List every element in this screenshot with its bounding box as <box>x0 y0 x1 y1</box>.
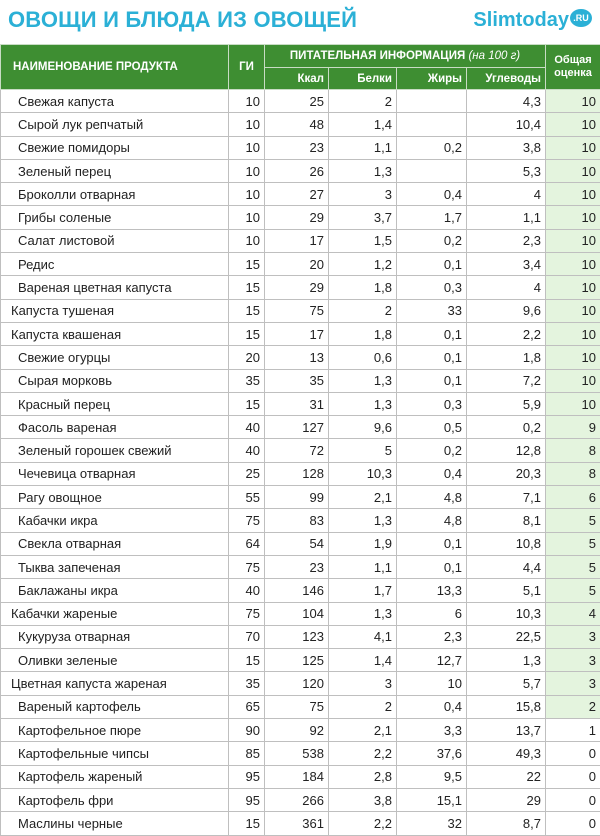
protein-cell: 1,8 <box>329 276 397 299</box>
gi-cell: 15 <box>229 299 265 322</box>
table-row <box>1 649 600 672</box>
table-row <box>1 346 600 369</box>
table-row <box>1 369 600 392</box>
product-name-cell: Баклажаны икра <box>1 579 229 602</box>
table-row <box>1 486 600 509</box>
table-row <box>1 462 600 485</box>
kcal-cell: 146 <box>265 579 329 602</box>
protein-cell: 1,5 <box>329 229 397 252</box>
carbs-cell: 10,3 <box>467 602 546 625</box>
protein-cell: 9,6 <box>329 416 397 439</box>
protein-cell: 1,1 <box>329 555 397 578</box>
protein-cell: 1,3 <box>329 392 397 415</box>
score-cell: 5 <box>546 555 600 578</box>
header-fat: Жиры <box>397 68 467 90</box>
protein-cell: 2,2 <box>329 742 397 765</box>
gi-cell: 10 <box>229 113 265 136</box>
product-name-cell: Вареный картофель <box>1 695 229 718</box>
table-row <box>1 742 600 765</box>
score-cell: 10 <box>546 322 600 345</box>
score-cell: 3 <box>546 672 600 695</box>
gi-cell: 20 <box>229 346 265 369</box>
fat-cell: 0,1 <box>397 555 467 578</box>
header-product-name: НАИМЕНОВАНИЕ ПРОДУКТА <box>1 45 229 90</box>
gi-cell: 15 <box>229 322 265 345</box>
carbs-cell: 22,5 <box>467 625 546 648</box>
fat-cell: 15,1 <box>397 788 467 811</box>
score-cell: 0 <box>546 742 600 765</box>
gi-cell: 35 <box>229 672 265 695</box>
kcal-cell: 31 <box>265 392 329 415</box>
score-cell: 10 <box>546 113 600 136</box>
table-row <box>1 532 600 555</box>
kcal-cell: 29 <box>265 206 329 229</box>
gi-cell: 15 <box>229 649 265 672</box>
carbs-cell: 2,3 <box>467 229 546 252</box>
gi-cell: 64 <box>229 532 265 555</box>
header-protein: Белки <box>329 68 397 90</box>
carbs-cell: 5,1 <box>467 579 546 602</box>
header-total-score: Общая оценка <box>546 45 600 90</box>
table-row <box>1 113 600 136</box>
score-cell: 10 <box>546 276 600 299</box>
carbs-cell: 5,7 <box>467 672 546 695</box>
fat-cell: 0,1 <box>397 346 467 369</box>
protein-cell: 4,1 <box>329 625 397 648</box>
kcal-cell: 184 <box>265 765 329 788</box>
score-cell: 9 <box>546 416 600 439</box>
kcal-cell: 123 <box>265 625 329 648</box>
score-cell: 8 <box>546 439 600 462</box>
score-cell: 6 <box>546 486 600 509</box>
score-cell: 3 <box>546 625 600 648</box>
kcal-cell: 83 <box>265 509 329 532</box>
carbs-cell: 3,4 <box>467 253 546 276</box>
score-cell: 10 <box>546 253 600 276</box>
carbs-cell: 2,2 <box>467 322 546 345</box>
page-title: ОВОЩИ И БЛЮДА ИЗ ОВОЩЕЙ <box>8 7 358 32</box>
table-row <box>1 159 600 182</box>
fat-cell: 0,3 <box>397 392 467 415</box>
product-name-cell: Сырая морковь <box>1 369 229 392</box>
gi-cell: 15 <box>229 392 265 415</box>
table-row <box>1 229 600 252</box>
table-row <box>1 299 600 322</box>
product-name-cell: Картофель фри <box>1 788 229 811</box>
product-name-cell: Фасоль вареная <box>1 416 229 439</box>
protein-cell: 1,8 <box>329 322 397 345</box>
kcal-cell: 17 <box>265 229 329 252</box>
product-name-cell: Маслины черные <box>1 812 229 835</box>
product-name-cell: Кабачки жареные <box>1 602 229 625</box>
gi-cell: 10 <box>229 229 265 252</box>
protein-cell: 2,2 <box>329 812 397 835</box>
fat-cell <box>397 90 467 113</box>
protein-cell: 2 <box>329 90 397 113</box>
score-cell: 3 <box>546 649 600 672</box>
score-cell: 5 <box>546 509 600 532</box>
protein-cell: 3 <box>329 183 397 206</box>
table-row <box>1 625 600 648</box>
carbs-cell: 7,1 <box>467 486 546 509</box>
product-name-cell: Тыква запеченая <box>1 555 229 578</box>
header-gi: ГИ <box>229 45 265 90</box>
page-header <box>0 0 600 44</box>
product-name-cell: Свежие помидоры <box>1 136 229 159</box>
gi-cell: 10 <box>229 159 265 182</box>
carbs-cell: 49,3 <box>467 742 546 765</box>
score-cell: 10 <box>546 392 600 415</box>
protein-cell: 5 <box>329 439 397 462</box>
gi-cell: 75 <box>229 602 265 625</box>
fat-cell: 37,6 <box>397 742 467 765</box>
product-name-cell: Капуста квашеная <box>1 322 229 345</box>
header-nutrition-label: ПИТАТЕЛЬНАЯ ИНФОРМАЦИЯ <box>289 50 466 62</box>
kcal-cell: 127 <box>265 416 329 439</box>
table-row <box>1 602 600 625</box>
protein-cell: 1,3 <box>329 602 397 625</box>
gi-cell: 10 <box>229 206 265 229</box>
product-name-cell: Капуста тушеная <box>1 299 229 322</box>
table-row <box>1 183 600 206</box>
score-cell: 10 <box>546 206 600 229</box>
header-carbs: Углеводы <box>467 68 546 90</box>
carbs-cell: 4,3 <box>467 90 546 113</box>
protein-cell: 2,1 <box>329 486 397 509</box>
score-cell: 10 <box>546 183 600 206</box>
kcal-cell: 75 <box>265 695 329 718</box>
fat-cell: 0,4 <box>397 183 467 206</box>
fat-cell: 0,1 <box>397 369 467 392</box>
table-row <box>1 579 600 602</box>
kcal-cell: 54 <box>265 532 329 555</box>
table-row <box>1 206 600 229</box>
fat-cell: 10 <box>397 672 467 695</box>
product-name-cell: Кукуруза отварная <box>1 625 229 648</box>
carbs-cell: 20,3 <box>467 462 546 485</box>
gi-cell: 15 <box>229 812 265 835</box>
protein-cell: 1,4 <box>329 113 397 136</box>
table-row <box>1 812 600 835</box>
fat-cell: 0,1 <box>397 253 467 276</box>
gi-cell: 10 <box>229 90 265 113</box>
protein-cell: 1,9 <box>329 532 397 555</box>
product-name-cell: Оливки зеленые <box>1 649 229 672</box>
fat-cell <box>397 113 467 136</box>
carbs-cell: 29 <box>467 788 546 811</box>
gi-cell: 40 <box>229 579 265 602</box>
score-cell: 2 <box>546 695 600 718</box>
table-row <box>1 416 600 439</box>
protein-cell: 0,6 <box>329 346 397 369</box>
product-name-cell: Картофельное пюре <box>1 719 229 742</box>
product-name-cell: Чечевица отварная <box>1 462 229 485</box>
kcal-cell: 128 <box>265 462 329 485</box>
carbs-cell: 5,3 <box>467 159 546 182</box>
kcal-cell: 48 <box>265 113 329 136</box>
kcal-cell: 29 <box>265 276 329 299</box>
protein-cell: 1,4 <box>329 649 397 672</box>
table-row <box>1 719 600 742</box>
fat-cell: 4,8 <box>397 486 467 509</box>
product-name-cell: Редис <box>1 253 229 276</box>
fat-cell: 0,2 <box>397 136 467 159</box>
fat-cell: 2,3 <box>397 625 467 648</box>
product-name-cell: Картофель жареный <box>1 765 229 788</box>
carbs-cell: 8,1 <box>467 509 546 532</box>
fat-cell: 0,4 <box>397 462 467 485</box>
carbs-cell: 10,8 <box>467 532 546 555</box>
fat-cell: 0,2 <box>397 439 467 462</box>
table-row <box>1 509 600 532</box>
score-cell: 8 <box>546 462 600 485</box>
fat-cell: 0,1 <box>397 532 467 555</box>
carbs-cell: 0,2 <box>467 416 546 439</box>
gi-cell: 15 <box>229 253 265 276</box>
carbs-cell: 9,6 <box>467 299 546 322</box>
protein-cell: 3,7 <box>329 206 397 229</box>
carbs-cell: 4,4 <box>467 555 546 578</box>
gi-cell: 10 <box>229 183 265 206</box>
carbs-cell: 12,8 <box>467 439 546 462</box>
score-cell: 5 <box>546 532 600 555</box>
gi-cell: 95 <box>229 788 265 811</box>
header-nutrition-info <box>265 45 546 68</box>
gi-cell: 40 <box>229 416 265 439</box>
gi-cell: 65 <box>229 695 265 718</box>
kcal-cell: 27 <box>265 183 329 206</box>
product-name-cell: Рагу овощное <box>1 486 229 509</box>
kcal-cell: 99 <box>265 486 329 509</box>
fat-cell: 0,3 <box>397 276 467 299</box>
table-body <box>1 90 600 836</box>
gi-cell: 25 <box>229 462 265 485</box>
gi-cell: 10 <box>229 136 265 159</box>
score-cell: 0 <box>546 765 600 788</box>
kcal-cell: 20 <box>265 253 329 276</box>
score-cell: 10 <box>546 90 600 113</box>
gi-cell: 85 <box>229 742 265 765</box>
fat-cell: 3,3 <box>397 719 467 742</box>
score-cell: 10 <box>546 299 600 322</box>
carbs-cell: 1,3 <box>467 649 546 672</box>
product-name-cell: Свежая капуста <box>1 90 229 113</box>
product-name-cell: Картофельные чипсы <box>1 742 229 765</box>
score-cell: 10 <box>546 346 600 369</box>
kcal-cell: 35 <box>265 369 329 392</box>
fat-cell: 32 <box>397 812 467 835</box>
kcal-cell: 120 <box>265 672 329 695</box>
fat-cell: 0,5 <box>397 416 467 439</box>
gi-cell: 55 <box>229 486 265 509</box>
fat-cell: 0,4 <box>397 695 467 718</box>
fat-cell <box>397 159 467 182</box>
protein-cell: 1,1 <box>329 136 397 159</box>
kcal-cell: 13 <box>265 346 329 369</box>
kcal-cell: 125 <box>265 649 329 672</box>
product-name-cell: Кабачки икра <box>1 509 229 532</box>
product-name-cell: Грибы соленые <box>1 206 229 229</box>
fat-cell: 4,8 <box>397 509 467 532</box>
gi-cell: 90 <box>229 719 265 742</box>
carbs-cell: 13,7 <box>467 719 546 742</box>
carbs-cell: 15,8 <box>467 695 546 718</box>
gi-cell: 40 <box>229 439 265 462</box>
brand-logo <box>473 9 592 32</box>
table-row <box>1 439 600 462</box>
header-per-100g: (на 100 г) <box>468 50 521 62</box>
score-cell: 5 <box>546 579 600 602</box>
carbs-cell: 1,1 <box>467 206 546 229</box>
protein-cell: 2,1 <box>329 719 397 742</box>
protein-cell: 2 <box>329 695 397 718</box>
kcal-cell: 538 <box>265 742 329 765</box>
carbs-cell: 22 <box>467 765 546 788</box>
gi-cell: 15 <box>229 276 265 299</box>
score-cell: 10 <box>546 369 600 392</box>
kcal-cell: 72 <box>265 439 329 462</box>
kcal-cell: 17 <box>265 322 329 345</box>
protein-cell: 2,8 <box>329 765 397 788</box>
header-kcal: Ккал <box>265 68 329 90</box>
protein-cell: 1,2 <box>329 253 397 276</box>
product-name-cell: Вареная цветная капуста <box>1 276 229 299</box>
protein-cell: 1,3 <box>329 509 397 532</box>
protein-cell: 1,3 <box>329 159 397 182</box>
carbs-cell: 4 <box>467 183 546 206</box>
score-cell: 10 <box>546 229 600 252</box>
product-name-cell: Броколли отварная <box>1 183 229 206</box>
product-name-cell: Зеленый перец <box>1 159 229 182</box>
carbs-cell: 8,7 <box>467 812 546 835</box>
score-cell: 1 <box>546 719 600 742</box>
product-name-cell: Салат листовой <box>1 229 229 252</box>
gi-cell: 35 <box>229 369 265 392</box>
kcal-cell: 104 <box>265 602 329 625</box>
gi-cell: 75 <box>229 509 265 532</box>
carbs-cell: 3,8 <box>467 136 546 159</box>
kcal-cell: 92 <box>265 719 329 742</box>
kcal-cell: 23 <box>265 136 329 159</box>
kcal-cell: 26 <box>265 159 329 182</box>
product-name-cell: Зеленый горошек свежий <box>1 439 229 462</box>
table-row <box>1 788 600 811</box>
table-row <box>1 672 600 695</box>
protein-cell: 3 <box>329 672 397 695</box>
fat-cell: 9,5 <box>397 765 467 788</box>
table-row <box>1 695 600 718</box>
protein-cell: 1,3 <box>329 369 397 392</box>
protein-cell: 10,3 <box>329 462 397 485</box>
fat-cell: 0,1 <box>397 322 467 345</box>
product-name-cell: Красный перец <box>1 392 229 415</box>
table-row <box>1 90 600 113</box>
gi-cell: 70 <box>229 625 265 648</box>
protein-cell: 2 <box>329 299 397 322</box>
carbs-cell: 10,4 <box>467 113 546 136</box>
fat-cell: 13,3 <box>397 579 467 602</box>
protein-cell: 3,8 <box>329 788 397 811</box>
product-name-cell: Свежие огурцы <box>1 346 229 369</box>
fat-cell: 1,7 <box>397 206 467 229</box>
fat-cell: 12,7 <box>397 649 467 672</box>
kcal-cell: 75 <box>265 299 329 322</box>
table-row <box>1 253 600 276</box>
fat-cell: 33 <box>397 299 467 322</box>
table-row <box>1 392 600 415</box>
carbs-cell: 4 <box>467 276 546 299</box>
product-name-cell: Сырой лук репчатый <box>1 113 229 136</box>
nutrition-table <box>0 44 600 836</box>
fat-cell: 0,2 <box>397 229 467 252</box>
table-row <box>1 276 600 299</box>
brand-suffix: .RU <box>570 9 592 27</box>
product-name-cell: Свекла отварная <box>1 532 229 555</box>
kcal-cell: 361 <box>265 812 329 835</box>
product-name-cell: Цветная капуста жареная <box>1 672 229 695</box>
gi-cell: 95 <box>229 765 265 788</box>
kcal-cell: 23 <box>265 555 329 578</box>
carbs-cell: 7,2 <box>467 369 546 392</box>
score-cell: 0 <box>546 812 600 835</box>
brand-name: Slimtoday <box>473 9 569 31</box>
table-row <box>1 136 600 159</box>
kcal-cell: 25 <box>265 90 329 113</box>
score-cell: 4 <box>546 602 600 625</box>
table-row <box>1 322 600 345</box>
gi-cell: 75 <box>229 555 265 578</box>
carbs-cell: 5,9 <box>467 392 546 415</box>
table-row <box>1 555 600 578</box>
score-cell: 10 <box>546 136 600 159</box>
score-cell: 0 <box>546 788 600 811</box>
protein-cell: 1,7 <box>329 579 397 602</box>
kcal-cell: 266 <box>265 788 329 811</box>
fat-cell: 6 <box>397 602 467 625</box>
score-cell: 10 <box>546 159 600 182</box>
table-row <box>1 765 600 788</box>
carbs-cell: 1,8 <box>467 346 546 369</box>
